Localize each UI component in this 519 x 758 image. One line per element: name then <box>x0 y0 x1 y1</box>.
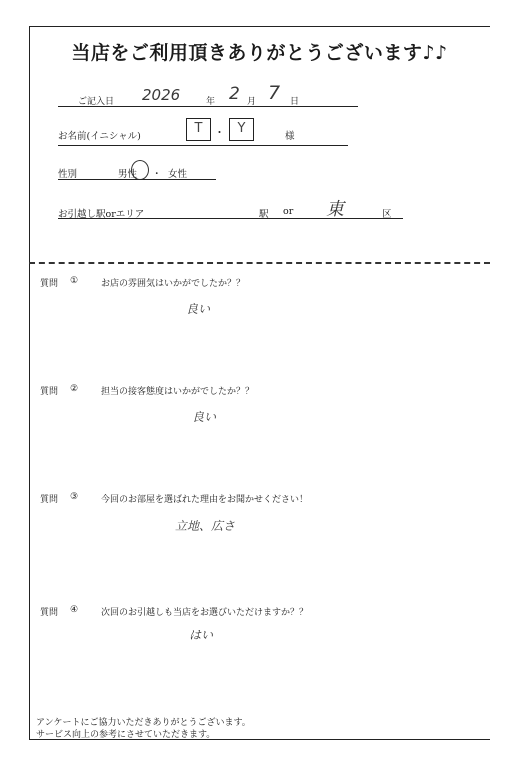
q2-answer: 良い <box>192 410 217 424</box>
entry-date-label: ご記入日 <box>78 97 115 107</box>
q4-answer: はい <box>189 628 214 642</box>
q4-label: 質問 <box>40 608 59 618</box>
entry-day-unit: 日 <box>290 97 300 107</box>
initial-separator: ・ <box>214 126 225 139</box>
entry-month-value: 2 <box>229 84 240 104</box>
section-divider <box>29 262 490 264</box>
q4-text: 次回のお引越しも当店をお選びいただけますか？？ <box>101 608 309 618</box>
form-title: 当店をご利用頂きありがとうございます♪♪ <box>71 42 448 64</box>
gender-dot: ・ <box>152 169 162 180</box>
move-underline <box>58 218 403 219</box>
gender-selected-circle <box>131 160 149 180</box>
q1-answer: 良い <box>186 302 211 316</box>
honorific: 様 <box>285 131 295 142</box>
name-label: お名前(イニシャル) <box>58 131 141 142</box>
q2-text: 担当の接客態度はいかがでしたか？？ <box>101 387 255 397</box>
q1-text: お店の雰囲気はいかがでしたか？？ <box>101 279 246 289</box>
gender-male: 男性 <box>118 169 138 180</box>
entry-year-value: 2026 <box>142 86 181 104</box>
q4-number: ④ <box>70 605 79 615</box>
q3-number: ③ <box>70 492 79 502</box>
footer-line-2: サービス向上の参考にさせていただきます。 <box>36 730 216 740</box>
q3-text: 今回のお部屋を選ばれた理由をお聞かせください！ <box>101 495 309 505</box>
move-label: お引越し駅orエリア <box>58 209 145 220</box>
q2-number: ② <box>70 384 79 394</box>
q1-label: 質問 <box>40 279 59 289</box>
q3-label: 質問 <box>40 495 59 505</box>
move-area-value: 東 <box>326 199 344 220</box>
q2-label: 質問 <box>40 387 59 397</box>
move-or: or <box>283 206 294 217</box>
entry-year-unit: 年 <box>206 97 216 107</box>
footer-line-1: アンケートにご協力いただきありがとうございます。 <box>36 718 251 728</box>
q3-answer: 立地、広さ <box>175 519 236 533</box>
move-station: 駅 <box>259 209 269 220</box>
entry-month-unit: 月 <box>247 97 257 107</box>
name-underline <box>58 145 348 146</box>
q1-number: ① <box>70 276 79 286</box>
gender-female: 女性 <box>168 169 188 180</box>
initial-box-1: T <box>186 118 211 141</box>
initial-box-2: Y <box>229 118 254 141</box>
move-ward: 区 <box>382 209 392 220</box>
gender-label: 性別 <box>58 169 78 180</box>
entry-day-value: 7 <box>268 82 281 104</box>
entry-date-underline <box>58 106 358 107</box>
gender-underline <box>58 179 216 180</box>
